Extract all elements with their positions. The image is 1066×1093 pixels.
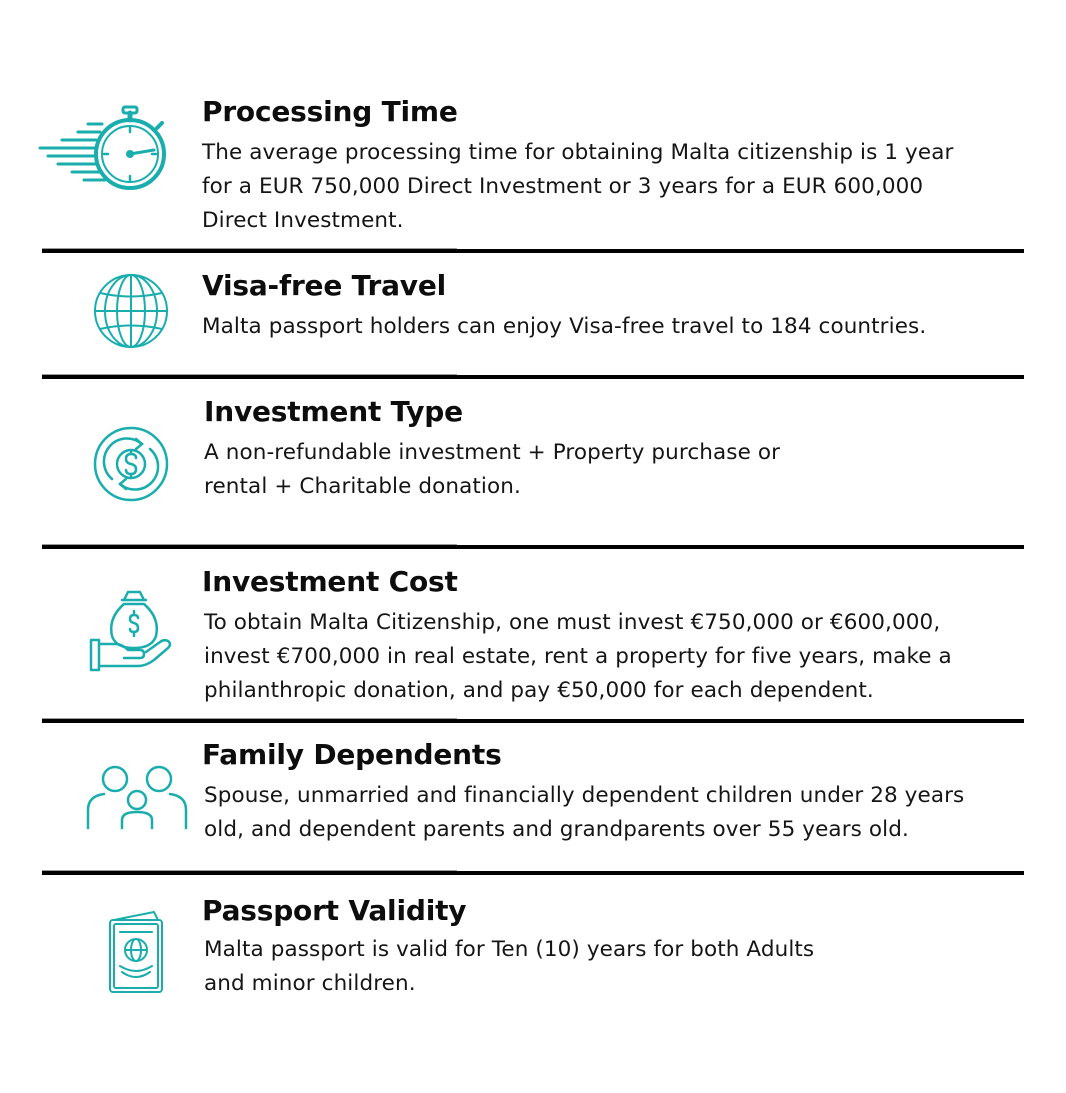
section-description bbox=[204, 606, 952, 708]
description-line: Malta passport is valid for Ten (10) years for both Adults bbox=[204, 937, 815, 962]
section-title: Processing Time bbox=[202, 95, 458, 128]
section-title: Family Dependents bbox=[202, 738, 502, 771]
section-family-dependents bbox=[0, 724, 1066, 872]
section-title: Investment Type bbox=[204, 395, 463, 428]
stopwatch-icon bbox=[38, 104, 172, 196]
section-description bbox=[204, 436, 780, 504]
section-divider bbox=[42, 249, 1024, 253]
section-divider bbox=[42, 545, 1024, 549]
description-line: old, and dependent parents and grandparents over 55 years old. bbox=[204, 817, 909, 842]
section-processing-time bbox=[0, 0, 1066, 250]
description-line: Direct Investment. bbox=[202, 208, 404, 233]
section-passport-validity bbox=[0, 876, 1066, 1093]
description-line: A non-refundable investment + Property purchase or bbox=[204, 440, 781, 465]
passport-icon bbox=[106, 910, 166, 996]
description-line: and minor children. bbox=[204, 971, 416, 996]
description-line: invest €700,000 in real estate, rent a property for five years, make a bbox=[204, 644, 952, 669]
money-bag-hand-icon bbox=[88, 588, 176, 674]
section-divider bbox=[42, 871, 1024, 875]
section-description bbox=[204, 933, 814, 1001]
section-divider bbox=[42, 719, 1024, 723]
section-investment-cost bbox=[0, 550, 1066, 720]
section-description bbox=[204, 779, 964, 847]
description-line: To obtain Malta Citizenship, one must invest €750,000 or €600,000, bbox=[204, 610, 941, 635]
description-line: philanthropic donation, and pay €50,000 for each dependent. bbox=[204, 678, 874, 703]
section-description bbox=[202, 136, 953, 238]
section-description bbox=[202, 310, 926, 344]
section-title: Passport Validity bbox=[202, 894, 467, 927]
dollar-cycle-icon bbox=[92, 425, 170, 503]
section-visa-free-travel bbox=[0, 254, 1066, 376]
section-title: Investment Cost bbox=[202, 565, 458, 598]
family-icon bbox=[86, 764, 188, 830]
description-line: Spouse, unmarried and financially dependent children under 28 years bbox=[204, 783, 965, 808]
description-line: The average processing time for obtaining Malta citizenship is 1 year bbox=[202, 140, 954, 165]
section-title: Visa-free Travel bbox=[202, 269, 447, 302]
section-divider bbox=[42, 375, 1024, 379]
description-line: Malta passport holders can enjoy Visa-free travel to 184 countries. bbox=[202, 314, 927, 339]
globe-icon bbox=[93, 273, 169, 349]
section-investment-type bbox=[0, 380, 1066, 546]
description-line: for a EUR 750,000 Direct Investment or 3 years for a EUR 600,000 bbox=[202, 174, 924, 199]
description-line: rental + Charitable donation. bbox=[204, 474, 521, 499]
